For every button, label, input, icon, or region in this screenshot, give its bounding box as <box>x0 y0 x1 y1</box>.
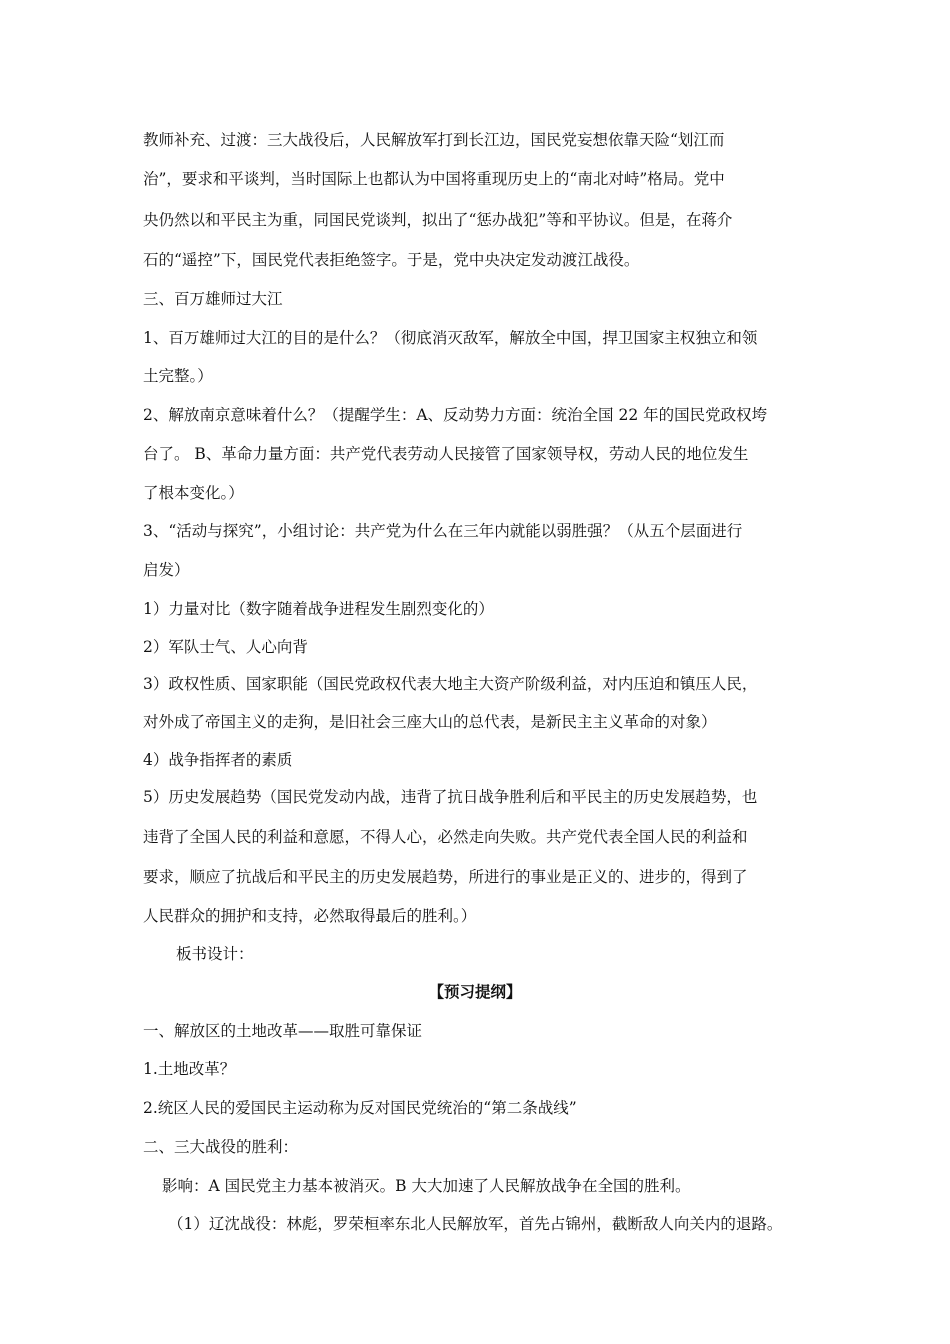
paragraph-line: 1、百万雄师过大江的目的是什么？（彻底消灭敌军，解放全中国，捍卫国家主权独立和领 <box>143 329 758 347</box>
paragraph-line: 启发） <box>143 561 190 579</box>
paragraph-line: 教师补充、过渡：三大战役后，人民解放军打到长江边，国民党妄想依靠天险“划江而 <box>143 131 725 149</box>
section-heading: 三、百万雄师过大江 <box>143 290 283 308</box>
paragraph-line: 3、“活动与探究”，小组讨论：共产党为什么在三年内就能以弱胜强？（从五个层面进行 <box>143 522 743 540</box>
list-item: 人民群众的拥护和支持，必然取得最后的胜利。） <box>143 907 477 925</box>
list-item: 5）历史发展趋势（国民党发动内战，违背了抗日战争胜利后和平民主的历史发展趋势，也 <box>143 788 758 806</box>
list-item: 违背了全国人民的利益和意愿，不得人心，必然走向失败。共产党代表全国人民的利益和 <box>143 828 748 846</box>
paragraph-line: 台了。 B、革命力量方面：共产党代表劳动人民接管了国家领导权，劳动人民的地位发生 <box>143 445 749 463</box>
list-item: 对外成了帝国主义的走狗，是旧社会三座大山的总代表，是新民主主义革命的对象） <box>143 713 717 731</box>
list-item: 4）战争指挥者的素质 <box>143 751 293 769</box>
list-item: 3）政权性质、国家职能（国民党政权代表大地主大资产阶级利益，对内压迫和镇压人民， <box>143 675 758 693</box>
list-item: （1）辽沈战役：林彪，罗荣桓率东北人民解放军，首先占锦州，截断敌人向关内的退路。 <box>168 1215 783 1233</box>
list-item: 要求，顺应了抗战后和平民主的历史发展趋势，所进行的事业是正义的、进步的，得到了 <box>143 868 748 886</box>
list-item: 1.土地改革？ <box>143 1060 236 1078</box>
paragraph-line: 了根本变化。） <box>143 484 244 502</box>
paragraph-line: 央仍然以和平民主为重，同国民党谈判，拟出了“惩办战犯”等和平协议。但是，在蒋介 <box>143 211 733 229</box>
paragraph-line: 土完整。） <box>143 367 213 385</box>
list-item: 2.统区人民的爱国民主运动称为反对国民党统治的“第二条战线” <box>143 1099 577 1117</box>
list-item: 1）力量对比（数字随着战争进程发生剧烈变化的） <box>143 600 494 618</box>
section-heading: 二、三大战役的胜利： <box>143 1138 299 1156</box>
paragraph-line: 2、解放南京意味着什么？（提醒学生：A、反动势力方面：统治全国 22 年的国民党政权垮 <box>143 406 768 424</box>
list-item: 影响：A 国民党主力基本被消灭。B 大大加速了人民解放战争在全国的胜利。 <box>162 1177 691 1195</box>
board-design-label: 板书设计： <box>176 945 254 963</box>
paragraph-line: 石的“遥控”下，国民党代表拒绝签字。于是，党中央决定发动渡江战役。 <box>143 251 640 269</box>
paragraph-line: 治”，要求和平谈判，当时国际上也都认为中国将重现历史上的“南北对峙”格局。党中 <box>143 170 725 188</box>
list-item: 2）军队士气、人心向背 <box>143 638 308 656</box>
section-heading: 一、解放区的土地改革——取胜可靠保证 <box>143 1022 423 1040</box>
outline-title: 【预习提纲】 <box>428 983 522 1001</box>
